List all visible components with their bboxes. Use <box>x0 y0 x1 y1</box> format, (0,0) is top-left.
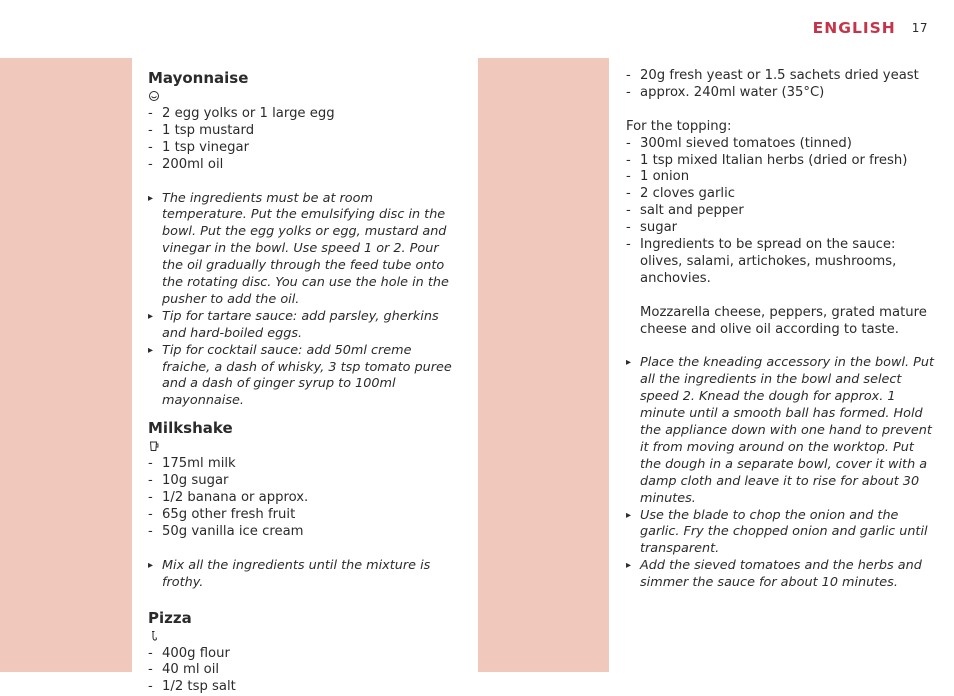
list-item: - approx. 240ml water (35°C) <box>626 85 936 102</box>
list-item: - 1 onion <box>626 169 936 186</box>
list-item: - sugar <box>626 220 936 237</box>
step-item: ▸ Tip for tartare sauce: add parsley, gherkins and hard-boiled eggs. <box>148 309 460 343</box>
milkshake-title: Milkshake <box>148 419 233 438</box>
list-item: - 1 tsp mixed Italian herbs (dried or fresh) <box>626 153 936 170</box>
milkshake-ingredients <box>148 456 460 541</box>
mayonnaise-title: Mayonnaise <box>148 69 249 87</box>
step-item: ▸ Use the blade to chop the onion and the garlic. Fry the chopped onion and garlic until transparent. <box>626 508 936 559</box>
list-item: - 1/2 banana or approx. <box>148 490 460 507</box>
page-header <box>813 18 928 38</box>
pizza-title: Pizza <box>148 608 192 627</box>
blender-icon <box>148 440 160 452</box>
step-item: ▸ The ingredients must be at room temperature. Put the emulsifying disc in the bowl. Put the egg yolks or egg, mustard and vinegar in the bowl. Use speed 1 or 2. Pour the oil gradually through the feed tube onto the rotating disc. You can use the hole in the pusher to add the oil. <box>148 191 460 309</box>
list-item: - 1/2 tsp salt <box>148 679 460 696</box>
kneading-hook-icon <box>148 630 160 642</box>
step-item: ▸ Add the sieved tomatoes and the herbs and simmer the sauce for about 10 minutes. <box>626 558 936 592</box>
list-item: - 10g sugar <box>148 473 460 490</box>
topping-extra-note: Mozzarella cheese, peppers, grated mature cheese and olive oil according to taste. <box>640 304 927 337</box>
pizza-icon-row <box>148 630 460 646</box>
list-item: - 300ml sieved tomatoes (tinned) <box>626 136 936 153</box>
list-item: - salt and pepper <box>626 203 936 220</box>
step-item: ▸ Tip for cocktail sauce: add 50ml creme fraiche, a dash of whisky, 3 tsp tomato puree and a dash of ginger syrup to 100ml mayonnaise. <box>148 343 460 411</box>
topping-label: For the topping: <box>626 118 732 134</box>
pizza-topping-ingredients <box>626 136 936 288</box>
list-item: - 65g other fresh fruit <box>148 507 460 524</box>
list-item: - 1 tsp vinegar <box>148 140 460 157</box>
pizza-ingredients <box>148 646 460 696</box>
pizza-ingredients-continued <box>626 68 936 102</box>
mayonnaise-icon-row <box>148 90 460 106</box>
list-item: - 2 cloves garlic <box>626 186 936 203</box>
decorative-band-middle <box>478 58 609 672</box>
language-label: ENGLISH <box>812 19 896 37</box>
left-column <box>148 68 460 696</box>
list-item: - 175ml milk <box>148 456 460 473</box>
mayonnaise-steps <box>148 191 460 411</box>
milkshake-icon-row <box>148 440 460 456</box>
list-item: - Ingredients to be spread on the sauce: olives, salami, artichokes, mushrooms, anchovies. <box>626 237 936 288</box>
page-number: 17 <box>911 21 928 35</box>
decorative-band-left <box>0 58 132 672</box>
mayonnaise-ingredients <box>148 106 460 174</box>
disc-icon <box>148 90 160 102</box>
pizza-steps <box>626 355 936 592</box>
list-item: - 40 ml oil <box>148 662 460 679</box>
list-item: - 400g flour <box>148 646 460 663</box>
right-column <box>626 68 936 592</box>
step-item: ▸ Mix all the ingredients until the mixture is frothy. <box>148 558 460 592</box>
list-item: - 1 tsp mustard <box>148 123 460 140</box>
step-item: ▸ Place the kneading accessory in the bowl. Put all the ingredients in the bowl and select speed 2. Knead the dough for approx. 1 minute until a smooth ball has formed. Hold the appliance down with one hand to prevent it from moving around on the worktop. Put the dough in a separate bowl, cover it with a damp cloth and leave it to rise for about 30 minutes. <box>626 355 936 507</box>
list-item: - 2 egg yolks or 1 large egg <box>148 106 460 123</box>
milkshake-steps <box>148 558 460 592</box>
list-item: - 20g fresh yeast or 1.5 sachets dried yeast <box>626 68 936 85</box>
list-item: - 50g vanilla ice cream <box>148 524 460 541</box>
list-item: - 200ml oil <box>148 157 460 174</box>
